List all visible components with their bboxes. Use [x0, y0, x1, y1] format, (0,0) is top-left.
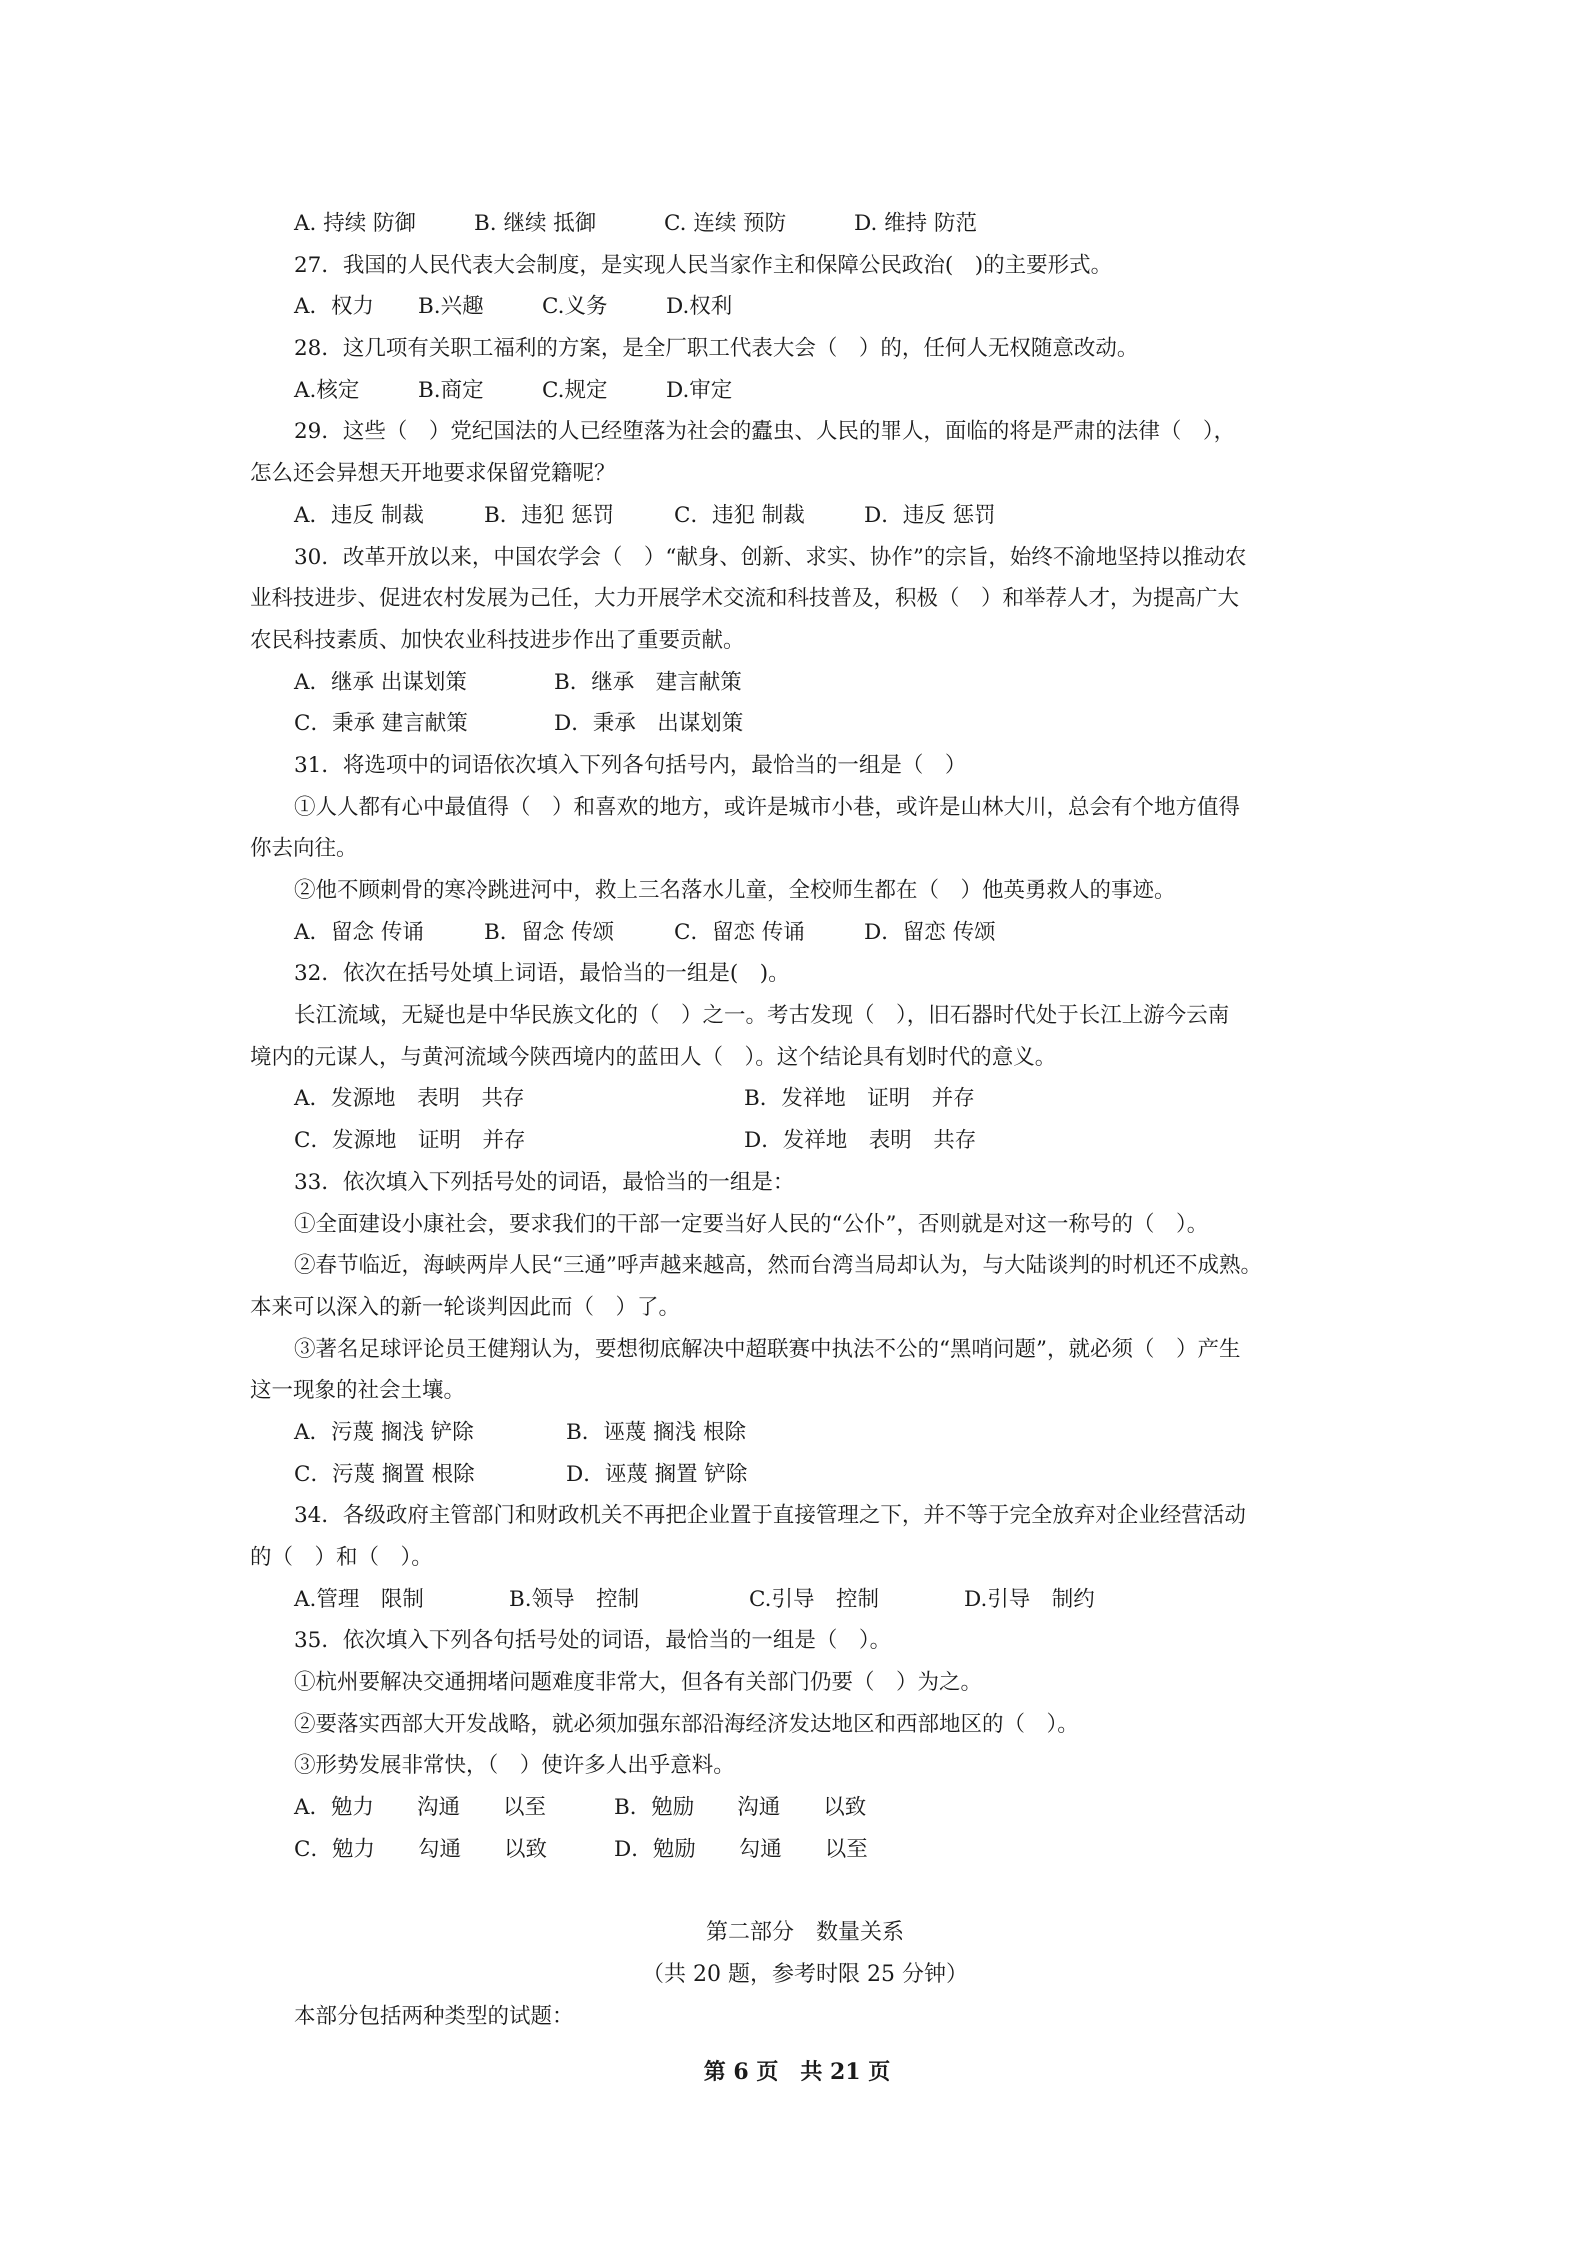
- option-text: D．勉励 勾通 以至: [614, 1836, 868, 1862]
- options-row: [250, 912, 1360, 954]
- question-line: ②他不顾刺骨的寒冷跳进河中，救上三名落水儿童，全校师生都在（ ）他英勇救人的事迹。: [294, 878, 1176, 903]
- options-row: [250, 1120, 1360, 1162]
- question-line: 31．将选项中的词语依次填入下列各句括号内，最恰当的一组是（ ）: [294, 752, 967, 778]
- question-line: 29．这些（ ）党纪国法的人已经堕落为社会的蠹虫、人民的罪人，面临的将是严肃的法律（ ），: [294, 419, 1236, 445]
- option-text: B．留念 传颂: [484, 919, 615, 945]
- options-row: [250, 1787, 1360, 1829]
- continuation-line: 你去向往。: [250, 836, 358, 862]
- option-text: D．留恋 传颂: [864, 919, 996, 945]
- option-text: A.管理 限制: [294, 1586, 424, 1612]
- options-row: [250, 1078, 1360, 1120]
- question-line: 34．各级政府主管部门和财政机关不再把企业置于直接管理之下，并不等于完全放弃对企业经营活动: [294, 1503, 1246, 1529]
- continuation-line: 业科技进步、促进农村发展为己任，大力开展学术交流和科技普及，积极（ ）和举荐人才，为提高广大: [250, 586, 1240, 612]
- options-row: [250, 1454, 1360, 1496]
- question-line: ②春节临近，海峡两岸人民“三通”呼声越来越高，然而台湾当局却认为，与大陆谈判的时机还不成熟。: [294, 1253, 1262, 1279]
- options-row: [250, 1412, 1360, 1454]
- page-footer: 第 6 页 共 21 页: [703, 2059, 891, 2085]
- continuation-line: 怎么还会异想天开地要求保留党籍呢？: [250, 461, 616, 487]
- question-line: ③著名足球评论员王健翔认为，要想彻底解决中超联赛中执法不公的“黑哨问题”，就必须（ ）产生: [294, 1336, 1241, 1362]
- options-row: [250, 1579, 1360, 1621]
- question-line: 28．这几项有关职工福利的方案，是全厂职工代表大会（ ）的，任何人无权随意改动。: [294, 336, 1139, 362]
- option-text: A．违反 制裁: [294, 502, 424, 528]
- option-text: C．秉承 建言献策: [294, 711, 468, 737]
- question-line: ①人人都有心中最值得（ ）和喜欢的地方，或许是城市小巷，或许是山林大川，总会有个地方值得: [294, 794, 1241, 820]
- option-text: A．留念 传诵: [294, 919, 424, 945]
- continuation-line: 的（ ）和（ ）。: [250, 1545, 433, 1570]
- option-text: C．污蔑 搁置 根除: [294, 1461, 475, 1487]
- option-text: B.商定: [418, 377, 484, 403]
- options-row: [250, 662, 1360, 704]
- question-line: ②要落实西部大开发战略，就必须加强东部沿海经济发达地区和西部地区的（ ）。: [294, 1711, 1079, 1737]
- option-text: A．权力: [294, 294, 375, 320]
- continuation-line: 农民科技素质、加快农业科技进步作出了重要贡献。: [250, 627, 745, 653]
- option-text: A. 持续 防御: [294, 211, 417, 236]
- option-text: B．违犯 惩罚: [484, 502, 615, 528]
- option-text: D.引导 制约: [964, 1586, 1095, 1612]
- option-text: B．诬蔑 搁浅 根除: [566, 1419, 746, 1445]
- option-text: C．勉力 勾通 以致: [294, 1836, 547, 1862]
- options-row: [250, 703, 1360, 745]
- option-text: B．发祥地 证明 并存: [744, 1086, 975, 1112]
- options-row: [250, 286, 1360, 328]
- options-row: [250, 495, 1360, 537]
- option-text: B. 继续 抵御: [474, 211, 597, 236]
- option-text: D．违反 惩罚: [864, 502, 996, 528]
- question-line: ①全面建设小康社会，要求我们的干部一定要当好人民的“公仆”，否则就是对这一称号的（ ）。: [294, 1211, 1209, 1237]
- continuation-line: 本来可以深入的新一轮谈判因此而（ ）了。: [250, 1294, 681, 1320]
- question-line: ①杭州要解决交通拥堵问题难度非常大，但各有关部门仍要（ ）为之。: [294, 1670, 983, 1696]
- question-line: 32．依次在括号处填上词语，最恰当的一组是( )。: [294, 961, 790, 987]
- section-gap: [250, 1871, 1360, 1913]
- question-line: 35．依次填入下列各句括号处的词语，最恰当的一组是（ ）。: [294, 1628, 892, 1654]
- option-text: C.规定: [542, 377, 608, 403]
- part-title: 第二部分 数量关系: [705, 1920, 904, 1946]
- part-subtitle: （共 20 题，参考时限 25 分钟）: [642, 1961, 968, 1987]
- question-line: 27．我国的人民代表大会制度，是实现人民当家作主和保障公民政治( )的主要形式。: [294, 252, 1113, 278]
- option-text: B.兴趣: [418, 294, 484, 320]
- option-text: D.审定: [666, 377, 733, 403]
- option-text: D．诬蔑 搁置 铲除: [566, 1461, 748, 1487]
- options-row: [250, 370, 1360, 412]
- option-text: B．继承 建言献策: [554, 669, 742, 695]
- option-text: D.权利: [666, 294, 733, 320]
- page-content: [250, 203, 1360, 2037]
- options-row: [250, 1829, 1360, 1871]
- option-text: C.引导 控制: [749, 1586, 880, 1612]
- option-text: C. 连续 预防: [664, 211, 787, 236]
- question-line: 30．改革开放以来，中国农学会（ ）“献身、创新、求实、协作”的宗旨，始终不渝地坚持以推动农: [294, 544, 1247, 570]
- option-text: A.核定: [294, 377, 360, 403]
- option-text: B.领导 控制: [509, 1586, 640, 1612]
- option-text: B．勉励 沟通 以致: [614, 1795, 867, 1821]
- option-text: C.义务: [542, 294, 608, 320]
- continuation-line: 这一现象的社会土壤。: [250, 1378, 466, 1404]
- option-text: A．污蔑 搁浅 铲除: [294, 1419, 474, 1445]
- option-text: C．发源地 证明 并存: [294, 1128, 526, 1154]
- option-text: D. 维持 防范: [854, 211, 977, 236]
- question-line: ③形势发展非常快，（ ）使许多人出乎意料。: [294, 1753, 735, 1779]
- option-text: D．发祥地 表明 共存: [744, 1128, 977, 1154]
- options-row: [250, 203, 1360, 245]
- question-line: 33．依次填入下列括号处的词语，最恰当的一组是：: [294, 1169, 795, 1195]
- option-text: A．勉力 沟通 以至: [294, 1795, 547, 1821]
- option-text: D．秉承 出谋划策: [554, 711, 744, 737]
- option-text: A．继承 出谋划策: [294, 669, 467, 695]
- option-text: C．违犯 制裁: [674, 502, 805, 528]
- option-text: A．发源地 表明 共存: [294, 1086, 525, 1112]
- part-intro: 本部分包括两种类型的试题：: [294, 2003, 574, 2029]
- question-line: 长江流域，无疑也是中华民族文化的（ ）之一。考古发现（ ），旧石器时代处于长江上游今云南: [294, 1003, 1230, 1029]
- continuation-line: 境内的元谋人，与黄河流域今陕西境内的蓝田人（ ）。这个结论具有划时代的意义。: [250, 1044, 1057, 1070]
- option-text: C．留恋 传诵: [674, 919, 805, 945]
